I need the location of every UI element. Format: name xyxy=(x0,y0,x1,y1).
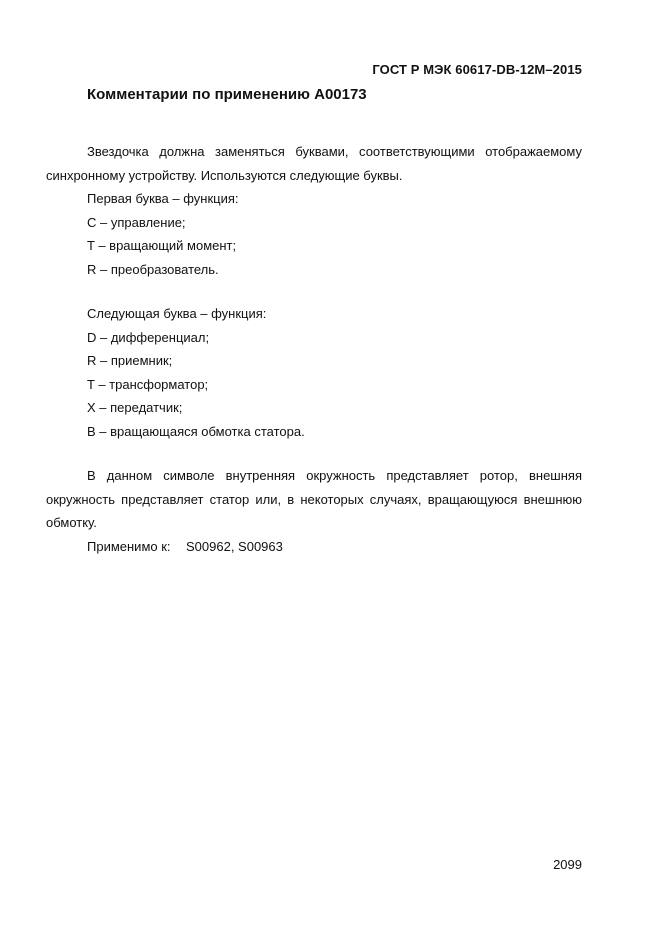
next-letter-item: R – приемник; xyxy=(87,353,173,368)
first-letter-item: R – преобразователь. xyxy=(87,261,219,277)
next-letter-item: B – вращающаяся обмотка статора. xyxy=(87,423,305,439)
document-body xyxy=(46,140,582,558)
document-code-header: ГОСТ Р МЭК 60617-DB-12M–2015 xyxy=(372,62,582,77)
first-letter-item: C – управление; xyxy=(87,214,186,230)
next-letter-title: Следующая буква – функция: xyxy=(87,306,267,321)
first-letter-title: Первая буква – функция: xyxy=(87,191,239,206)
spacer xyxy=(46,281,582,302)
applies-to-label: Применимо к: xyxy=(87,538,171,554)
applies-to-value: S00962, S00963 xyxy=(186,538,283,554)
applies-to-line xyxy=(46,535,582,559)
description-paragraph: В данном символе внутренняя окружность представляет ротор, внешняя окружность представляет статор или, в некоторых случаях, вращающуюся внешнюю обмотку. xyxy=(46,468,582,530)
spacer xyxy=(46,443,582,464)
next-letter-item: X – передатчик; xyxy=(87,400,183,415)
intro-paragraph: Звездочка должна заменяться буквами, соответствующими отображаемому синхронному устройству. Используются следующие буквы. xyxy=(46,144,582,183)
first-letter-item: T – вращающий момент; xyxy=(87,238,237,253)
section-heading: Комментарии по применению A00173 xyxy=(87,86,367,103)
next-letter-item: D – дифференциал; xyxy=(87,329,210,345)
page-number: 2099 xyxy=(553,857,582,872)
next-letter-item: T – трансформатор; xyxy=(87,376,209,392)
